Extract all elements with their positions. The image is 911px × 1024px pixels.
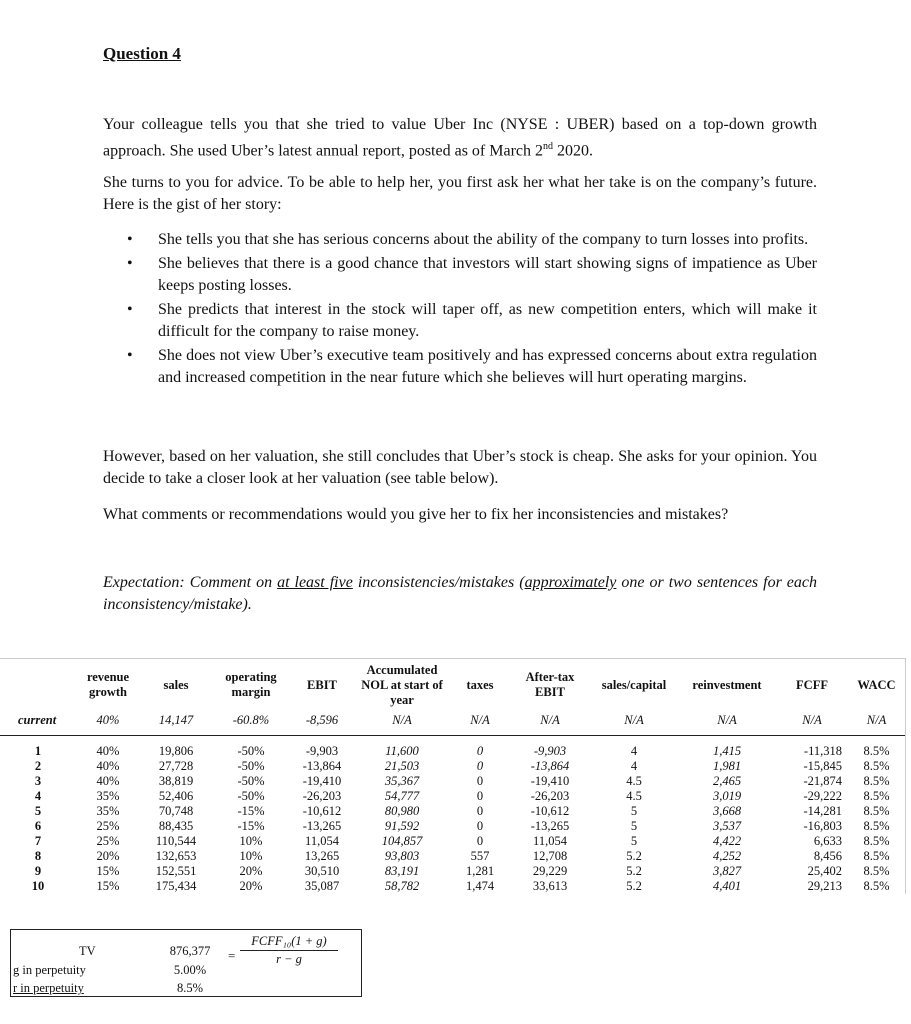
table-cell: 14,147 [140,711,212,736]
year-label: 8 [34,849,42,863]
table-cell: 52,406 [158,789,194,803]
table-cell: 80,980 [384,804,420,818]
intro-text: Your colleague tells you that she tried to value Uber Inc (NYSE : UBER) based on a top-down growth approach. She used Uber’s latest annual report, posted as of March 2 [103,116,817,160]
table-cell: 29,213 [807,879,842,893]
table-cell: -14,281 [803,804,842,818]
table-cell: 4,252 [712,849,742,863]
table-cell: 30,510 [304,864,340,878]
header-sales: sales [163,677,189,692]
table-cell: 15% [96,879,120,893]
table-cell: 8.5% [863,834,890,848]
table-cell: 88,435 [158,819,194,833]
table-row [0,879,905,894]
table-cell: 21,503 [384,759,420,773]
table-row [0,789,905,804]
header-reinvestment: reinvestment [692,677,762,692]
table-cell: 8.5% [863,774,890,788]
table-spacer-row [0,736,905,745]
table-row [0,804,905,819]
r-value: 8.5% [176,981,204,995]
table-cell: 12,708 [532,849,568,863]
table-cell: 4.5 [626,774,642,788]
table-cell: 8.5% [863,804,890,818]
table-cell: 29,229 [532,864,568,878]
table-cell: 54,777 [384,789,420,803]
table-cell: 35% [96,789,120,803]
table-cell: -29,222 [803,789,842,803]
table-cell: -26,203 [302,789,342,803]
formula-denominator: r − g [276,952,302,966]
table-cell: 0 [476,804,484,818]
table-cell: -9,903 [533,744,567,758]
table-cell: 104,857 [381,834,423,848]
table-cell: 11,054 [533,834,567,848]
table-cell: 40% [96,774,120,788]
year-label: 1 [34,744,42,758]
table-cell: 11,054 [305,834,339,848]
formula-numerator: FCFF₁₀(1 + g) [240,934,338,951]
bullet-dot-icon: • [127,301,133,318]
header-after-tax-ebit: After-tax EBIT [525,670,575,699]
conclusion-paragraph: However, based on her valuation, she still concludes that Uber’s stock is cheap. She asks for your opinion. You decide to take a closer look at her valuation (see table below). [103,448,817,487]
bullet-text: She does not view Uber’s executive team positively and has expressed concerns about extra regulation and increased competition in the near future which she believes will hurt operating margins. [158,347,817,386]
table-cell: -9,903 [305,744,339,758]
valuation-table-container [0,658,906,894]
table-cell: 25% [96,834,120,848]
expectation-text: inconsistencies/mistakes ( [352,574,525,591]
table-cell: 2,465 [712,774,742,788]
header-nol: Accumulated NOL at start of year [361,662,443,707]
table-cell: 58,782 [384,879,420,893]
table-cell: N/A [354,711,450,736]
table-cell: 5 [630,819,638,833]
year-label: 9 [34,864,42,878]
table-cell: 93,803 [384,849,420,863]
table-cell: 4 [630,744,638,758]
table-cell: 175,434 [155,879,197,893]
year-label: 10 [31,879,45,893]
table-cell: -19,410 [302,774,342,788]
year-label: 2 [34,759,42,773]
expectation-text: Expectation: Comment on [103,574,278,591]
table-row [0,774,905,789]
year-rows [0,744,905,894]
r-label: r in perpetuity [13,981,84,995]
table-cell: 8.5% [863,759,890,773]
table-cell: -15% [237,804,265,818]
table-cell: -11,318 [803,744,842,758]
table-cell: N/A [848,711,905,736]
table-cell: 27,728 [158,759,194,773]
table-cell: 25,402 [807,864,842,878]
table-cell: 152,551 [155,864,197,878]
table-cell: 40% [96,759,120,773]
table-cell: 20% [239,879,263,893]
bullet-item [103,229,817,251]
current-label: current [0,711,76,736]
table-row [0,819,905,834]
table-cell: 20% [96,849,120,863]
table-cell: 0 [476,834,484,848]
header-fcff: FCFF [796,677,828,692]
table-cell: 0 [476,774,484,788]
table-cell: 40% [76,711,140,736]
table-cell: 8.5% [863,864,890,878]
year-label: 7 [34,834,42,848]
table-cell: 8.5% [863,789,890,803]
table-cell: 4.5 [626,789,642,803]
table-cell: -15,845 [803,759,842,773]
header-sales-capital: sales/capital [601,677,667,692]
table-row [0,744,905,759]
table-cell: N/A [678,711,776,736]
header-year [0,659,76,711]
table-cell: 0 [476,819,484,833]
table-cell: 3,019 [712,789,742,803]
table-cell: -21,874 [803,774,842,788]
table-cell: -8,596 [290,711,354,736]
story-bullet-list [103,229,817,391]
date-ordinal-suffix: nd [543,141,554,152]
header-ebit: EBIT [307,677,337,692]
table-cell: -16,803 [803,819,842,833]
table-cell: 4,422 [712,834,742,848]
header-operating-margin: operating margin [225,670,277,699]
table-cell: -50% [237,774,265,788]
table-cell: 35% [96,804,120,818]
spacer-cell [0,736,905,745]
table-cell: 0 [476,759,484,773]
intro-paragraph [103,114,817,162]
table-cell: 8.5% [863,849,890,863]
equals-sign: = [228,948,236,963]
table-row [0,864,905,879]
tv-formula [240,934,338,967]
current-row [0,711,905,736]
table-cell: 8.5% [863,879,890,893]
table-cell: -13,864 [302,759,342,773]
table-cell: -13,265 [530,819,570,833]
bullet-item [103,253,817,297]
table-cell: -60.8% [212,711,290,736]
table-cell: 132,653 [155,849,197,863]
table-cell: N/A [510,711,590,736]
header-wacc: WACC [857,677,896,692]
table-cell: 20% [239,864,263,878]
table-cell: -15% [237,819,265,833]
table-header-row [0,659,905,711]
expectation-text: one or two sentences for each inconsistency/mistake). [103,574,818,613]
table-cell: 557 [470,849,490,863]
table-cell: 35,087 [304,879,340,893]
table-cell: 38,819 [158,774,194,788]
expectation-emphasis: approximately [524,574,617,591]
table-cell: 40% [96,744,120,758]
expectation-note [103,572,817,616]
table-cell: 3,537 [712,819,742,833]
table-cell: 10% [239,834,263,848]
table-cell: 35,367 [384,774,420,788]
table-cell: 5 [630,834,638,848]
table-row [0,834,905,849]
table-cell: 4 [630,759,638,773]
table-cell: 83,191 [384,864,420,878]
table-cell: -10,612 [530,804,570,818]
year-label: 5 [34,804,42,818]
table-cell: 5.2 [626,849,642,863]
intro-text-end: 2020. [553,142,594,160]
table-cell: 1,474 [465,879,495,893]
table-cell: 4,401 [712,879,742,893]
year-label: 3 [34,774,42,788]
bullet-item [103,299,817,343]
table-cell: -50% [237,744,265,758]
bullet-dot-icon: • [127,231,133,248]
table-cell: 5.2 [626,879,642,893]
table-cell: -50% [237,759,265,773]
table-cell: -10,612 [302,804,342,818]
table-cell: N/A [590,711,678,736]
table-cell: -26,203 [530,789,570,803]
table-cell: 8.5% [863,819,890,833]
table-cell: -19,410 [530,774,570,788]
bullet-dot-icon: • [127,347,133,364]
table-cell: 1,281 [465,864,495,878]
bullet-text: She tells you that she has serious concerns about the ability of the company to turn losses into profits. [158,231,809,248]
table-cell: 5.2 [626,864,642,878]
g-label: g in perpetuity [13,963,86,977]
table-row [0,849,905,864]
question-prompt: What comments or recommendations would you give her to fix her inconsistencies and mistakes? [103,506,729,523]
table-cell: 70,748 [158,804,194,818]
advice-paragraph: She turns to you for advice. To be able to help her, you first ask her what her take is on the company’s future. Here is the gist of her story: [103,174,817,213]
year-label: 6 [34,819,42,833]
table-cell: 33,613 [532,879,568,893]
table-cell: 1,981 [712,759,742,773]
year-label: 4 [34,789,42,803]
valuation-table [0,659,905,894]
table-cell: 8.5% [863,744,890,758]
table-cell: 15% [96,864,120,878]
terminal-value-box [10,929,362,997]
table-cell: 6,633 [813,834,842,848]
table-cell: -13,265 [302,819,342,833]
table-row [0,759,905,774]
table-cell: 3,668 [712,804,742,818]
table-cell: N/A [450,711,510,736]
table-cell: 19,806 [158,744,194,758]
bullet-dot-icon: • [127,255,133,272]
table-cell: -13,864 [530,759,570,773]
table-cell: 110,544 [155,834,197,848]
expectation-emphasis: at least five [277,574,353,591]
bullet-item [103,345,817,389]
table-cell: 11,600 [385,744,419,758]
g-value: 5.00% [173,963,207,977]
table-cell: 10% [239,849,263,863]
table-cell: 8,456 [813,849,842,863]
header-taxes: taxes [466,677,494,692]
table-cell: 0 [476,789,484,803]
tv-label: TV [79,944,96,958]
question-title: Question 4 [103,44,181,63]
table-cell: 5 [630,804,638,818]
bullet-text: She believes that there is a good chance that investors will start showing signs of impatience as Uber keeps posting losses. [158,255,817,294]
bullet-text: She predicts that interest in the stock will taper off, as new competition enters, which will make it difficult for the company to raise money. [158,301,817,340]
header-revenue-growth: revenue growth [86,670,130,699]
table-cell: 3,827 [712,864,742,878]
table-cell: 1,415 [712,744,742,758]
table-cell: 25% [96,819,120,833]
tv-value: 876,377 [169,944,211,958]
table-cell: -50% [237,789,265,803]
table-cell: 91,592 [384,819,420,833]
table-cell: 0 [476,744,484,758]
table-cell: 13,265 [304,849,340,863]
table-cell: N/A [776,711,848,736]
